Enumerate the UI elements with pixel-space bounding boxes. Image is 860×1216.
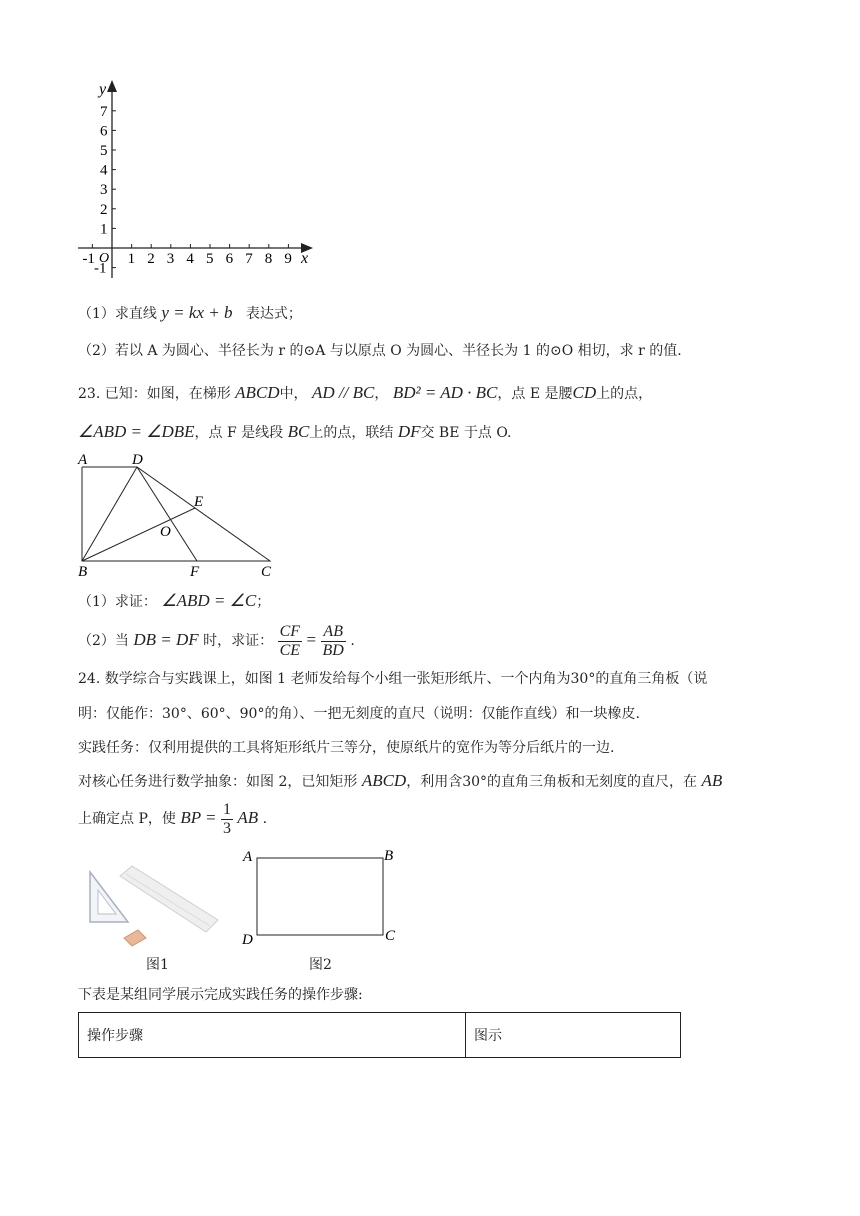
x-tick-label: 1 bbox=[127, 251, 136, 267]
y-tick-label: 7 bbox=[100, 103, 108, 120]
q23-text: ，点 F 是线段 bbox=[194, 425, 284, 441]
table-intro: 下表是某组同学展示完成实践任务的操作步骤: bbox=[78, 987, 363, 1003]
triangle-ruler-icon bbox=[90, 872, 128, 922]
y-tick-label: 6 bbox=[100, 123, 108, 140]
q23-part2 bbox=[78, 620, 355, 661]
fraction-one-third bbox=[221, 801, 233, 838]
q24-math-abcd: ABCD bbox=[361, 771, 407, 790]
y-tick-label: 1 bbox=[100, 221, 108, 238]
q22-part1-text-end: 表达式； bbox=[245, 306, 302, 322]
q23-text: 23. 已知：如图，在梯形 bbox=[78, 386, 231, 402]
y-tick-label: -1 bbox=[94, 260, 107, 277]
x-tick-label: 3 bbox=[166, 251, 175, 267]
q23-line2 bbox=[78, 421, 511, 444]
q23-part1-text-end: ； bbox=[256, 594, 271, 610]
label-c: C bbox=[385, 928, 396, 944]
q22-line-equation: y = kx + b bbox=[161, 303, 233, 322]
x-tick-label: 2 bbox=[147, 251, 155, 267]
equals-sign: = bbox=[306, 630, 317, 649]
straight-ruler-icon bbox=[120, 866, 218, 932]
q23-math-parallel: AD // BC bbox=[312, 383, 375, 402]
x-tick-label: 6 bbox=[225, 251, 234, 267]
q22-part1-text: （1）求直线 bbox=[78, 306, 157, 322]
origin-label: O bbox=[99, 251, 110, 266]
q23-text: ，点 E 是腰 bbox=[497, 386, 573, 402]
q24-text: ，利用含30°的直角三角板和无刻度的直尺，在 bbox=[406, 774, 698, 790]
q23-part1-text: （1）求证： bbox=[78, 594, 157, 610]
q23-text: 上的点，联结 bbox=[309, 425, 394, 441]
fraction-denominator: 3 bbox=[222, 819, 231, 837]
y-tick-label: 2 bbox=[100, 201, 108, 218]
header-diagram: 图示 bbox=[466, 1013, 681, 1058]
eraser-icon bbox=[124, 930, 146, 946]
rectangle-abcd bbox=[257, 858, 383, 935]
x-tick-label: 8 bbox=[264, 251, 273, 267]
q22-part1 bbox=[78, 302, 302, 325]
trapezoid-outline bbox=[82, 467, 270, 561]
x-tick-label: 5 bbox=[206, 251, 214, 267]
q23-math-bc: BC bbox=[287, 422, 310, 441]
header-steps: 操作步骤 bbox=[79, 1013, 466, 1058]
q24-text: 对核心任务进行数学抽象：如图 2，已知矩形 bbox=[78, 774, 358, 790]
label-o: O bbox=[160, 524, 171, 540]
label-b: B bbox=[384, 848, 394, 864]
figure1-tools bbox=[84, 862, 224, 954]
label-d: D bbox=[132, 452, 143, 468]
fraction-denominator: CE bbox=[279, 641, 301, 659]
label-c: C bbox=[261, 564, 272, 580]
q24-text: 上确定点 P，使 bbox=[78, 811, 176, 827]
q23-part1-math: ∠ABD = ∠C bbox=[161, 591, 257, 610]
q23-text: 上的点， bbox=[596, 386, 653, 402]
period: . bbox=[262, 811, 268, 827]
q23-math-df: DF bbox=[397, 422, 421, 441]
y-tick-label: 5 bbox=[100, 143, 108, 159]
fraction-cf-ce bbox=[278, 623, 302, 660]
q23-text: 交 BE 于点 O. bbox=[420, 425, 512, 441]
x-tick-label: 9 bbox=[284, 251, 292, 267]
q24-math-bp: BP = bbox=[180, 808, 217, 827]
q23-part1 bbox=[78, 590, 270, 613]
y-axis-arrow bbox=[107, 80, 117, 92]
label-d: D bbox=[242, 932, 253, 948]
label-a: A bbox=[78, 452, 88, 468]
q24-line2: 明：仅能作：30°、60°、90°的角）、一把无刻度的直尺（说明：仅能作直线）和一块橡皮. bbox=[78, 706, 640, 722]
coordinate-graph bbox=[70, 74, 330, 284]
q24-line1: 24. 数学综合与实践课上，如图 1 老师发给每个小组一张矩形纸片、一个内角为30°的直角三角板（说 bbox=[78, 671, 708, 687]
trapezoid-figure bbox=[72, 452, 282, 580]
y-tick-label: 4 bbox=[100, 162, 108, 179]
fraction-denominator: BD bbox=[322, 641, 344, 659]
label-e: E bbox=[194, 494, 204, 510]
q23-text: ， bbox=[374, 386, 389, 402]
q22-part2: （2）若以 A 为圆心、半径长为 r 的⊙A 与以原点 O 为圆心、半径长为 1 的⊙O 相切，求 r 的值. bbox=[78, 343, 682, 359]
q24-math-ab: AB bbox=[701, 771, 723, 790]
segment-df bbox=[137, 467, 197, 561]
fraction-ab-bd bbox=[321, 623, 346, 660]
label-a: A bbox=[243, 849, 253, 865]
fraction-numerator: CF bbox=[279, 622, 301, 640]
q23-math-cd: CD bbox=[572, 383, 597, 402]
q24-line4 bbox=[78, 770, 722, 793]
period: . bbox=[350, 633, 355, 649]
segment-be bbox=[82, 508, 195, 561]
segment-bd bbox=[82, 467, 137, 561]
figure2-rectangle bbox=[236, 846, 406, 950]
steps-table bbox=[78, 1012, 681, 1058]
q24-math-ab: AB bbox=[237, 808, 259, 827]
figure2-caption: 图2 bbox=[309, 957, 332, 973]
fraction-numerator: AB bbox=[321, 623, 346, 642]
q23-part2-text: （2）当 bbox=[78, 633, 129, 649]
q23-math-abcd: ABCD bbox=[235, 383, 280, 402]
q23-math-bd-squared: BD² = AD · BC bbox=[392, 383, 498, 402]
y-tick-label: 3 bbox=[100, 182, 108, 199]
y-axis-label: y bbox=[99, 81, 107, 98]
q23-math-angle: ∠ABD = ∠DBE bbox=[78, 422, 195, 441]
figure1-caption: 图1 bbox=[146, 957, 169, 973]
q23-part2-math: DB = DF bbox=[133, 630, 199, 649]
q23-text: 中， bbox=[279, 386, 308, 402]
label-f: F bbox=[190, 564, 200, 580]
x-axis-label: x bbox=[301, 250, 309, 267]
table-row bbox=[79, 1013, 681, 1058]
fraction-numerator: 1 bbox=[222, 800, 231, 818]
q24-line3: 实践任务：仅利用提供的工具将矩形纸片三等分，使原纸片的宽作为等分后纸片的一边. bbox=[78, 740, 615, 756]
q24-line5 bbox=[78, 798, 267, 839]
x-tick-label: 7 bbox=[245, 251, 253, 267]
x-tick-label: -1 bbox=[82, 251, 95, 267]
x-tick-label: 4 bbox=[186, 251, 194, 267]
q23-line1 bbox=[78, 382, 652, 405]
label-b: B bbox=[78, 564, 88, 580]
q23-part2-text-mid: 时，求证： bbox=[203, 633, 274, 649]
